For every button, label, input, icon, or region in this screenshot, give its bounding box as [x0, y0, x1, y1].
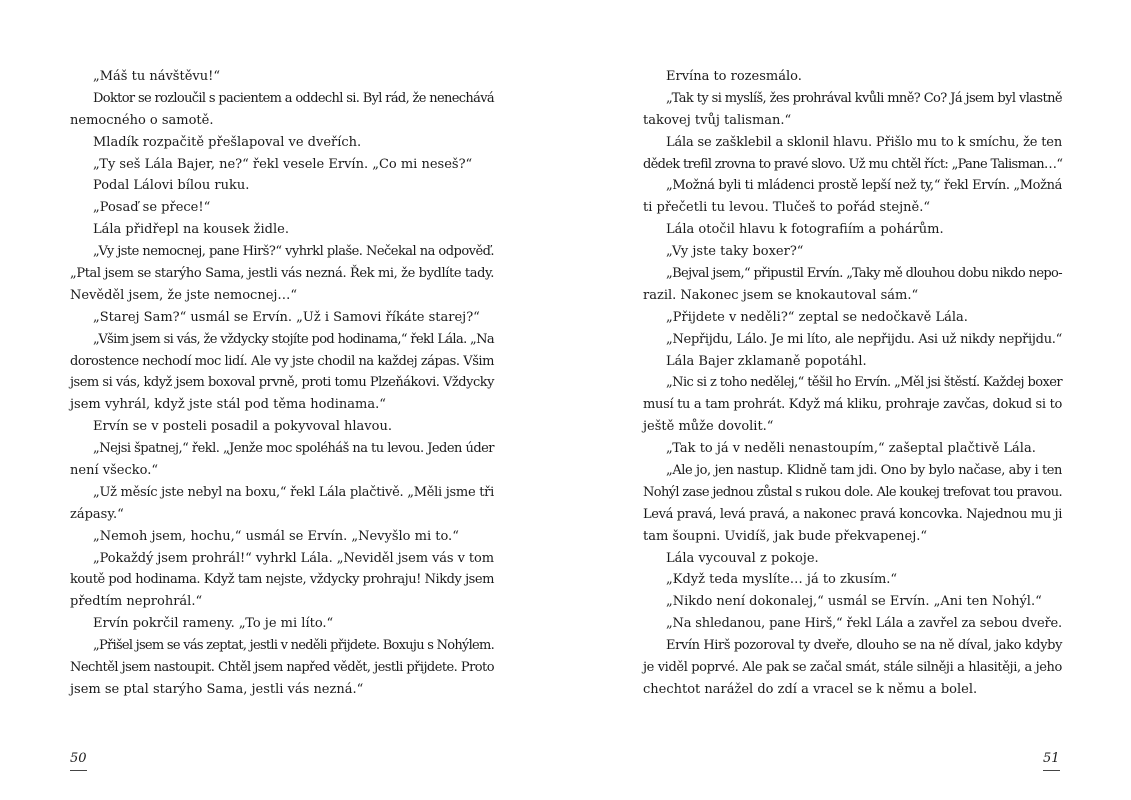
- text-line: Nohýl zase jednou zůstal s rukou dole. Ale koukej trefovat tou pravou.: [643, 484, 1062, 500]
- text-line: dorostence nechodí moc lidí. Ale vy jste chodil na každej zápas. Všim: [70, 353, 494, 369]
- text-line: Ervín Hirš pozoroval ty dveře, dlouho se na ně díval, jako kdyby: [666, 638, 1063, 654]
- text-line: „Nepřijdu, Lálo. Je mi líto, ale nepřijdu. Asi už nikdy nepřijdu.“: [666, 331, 1062, 347]
- text-line: takovej tvůj talisman.“: [643, 112, 792, 128]
- left-page-body: [70, 66, 494, 701]
- text-line: „Ty seš Lála Bajer, ne?“ řekl vesele Ervín. „Co mi neseš?“: [93, 156, 473, 172]
- text-line: tam šoupni. Uvidíš, jak bude překvapenej.“: [643, 528, 928, 544]
- text-line: Levá pravá, levá pravá, a nakonec pravá koncovka. Najednou mu ji: [643, 506, 1062, 522]
- left-page-number: 50: [70, 750, 87, 771]
- text-line: „Možná byli ti mládenci prostě lepší než ty,“ řekl Ervín. „Možná: [666, 178, 1062, 194]
- text-line: „Tak to já v neděli nenastoupím,“ zašeptal plačtivě Lála.: [666, 441, 1036, 457]
- text-line: Doktor se rozloučil s pacientem a oddechl si. Byl rád, že nenechává: [93, 90, 494, 106]
- text-line: není všecko.“: [70, 463, 158, 479]
- text-line: jsem si vás, když jsem boxoval prvně, proti tomu Plzeňákovi. Vždycky: [70, 375, 495, 391]
- text-line: „Nejsi špatnej,“ řekl. „Jenže moc spoléháš na tu levou. Jeden úder: [93, 441, 494, 457]
- text-line: Nevěděl jsem, že jste nemocnej…“: [70, 287, 298, 303]
- right-page-body: [643, 66, 1062, 701]
- text-line: razil. Nakonec jsem se knokautoval sám.“: [643, 287, 919, 303]
- text-line: chechtot narážel do zdí a vracel se k němu a bolel.: [643, 681, 978, 697]
- text-line: „Bejval jsem,“ připustil Ervín. „Taky mě dlouhou dobu nikdo nepo-: [666, 266, 1062, 282]
- text-line: „Nikdo není dokonalej,“ usmál se Ervín. „Ani ten Nohýl.“: [666, 594, 1042, 610]
- text-line: „Starej Sam?“ usmál se Ervín. „Už i Samovi říkáte starej?“: [93, 309, 480, 325]
- text-line: „Vy jste nemocnej, pane Hirš?“ vyhrkl plaše. Nečekal na odpověď.: [93, 244, 495, 260]
- text-line: „Už měsíc jste nebyl na boxu,“ řekl Lála plačtivě. „Měli jsme tři: [93, 484, 494, 500]
- text-line: koutě pod hodinama. Když tam nejste, vždycky prohraju! Nikdy jsem: [70, 572, 494, 588]
- text-line: „Nemoh jsem, hochu,“ usmál se Ervín. „Nevyšlo mi to.“: [93, 528, 459, 544]
- text-line: „Ptal jsem se starýho Sama, jestli vás nezná. Řek mi, že bydlíte tady.: [70, 266, 494, 282]
- text-line: jsem se ptal starýho Sama, jestli vás nezná.“: [70, 681, 364, 697]
- text-line: je viděl poprvé. Ale pak se začal smát, stále silněji a hlasitěji, a jeho: [643, 660, 1062, 676]
- text-line: ještě může dovolit.“: [643, 419, 774, 435]
- text-line: nemocného o samotě.: [70, 112, 214, 128]
- text-line: „Tak ty si myslíš, žes prohrával kvůli mně? Co? Já jsem byl vlastně: [666, 90, 1062, 106]
- text-line: Ervína to rozesmálo.: [666, 69, 802, 84]
- text-line: musí tu a tam prohrát. Když má kliku, prohraje zavčas, dokud si to: [643, 397, 1062, 413]
- text-line: „Posaď se přece!“: [93, 200, 211, 216]
- text-line: „Když teda myslíte… já to zkusím.“: [666, 572, 898, 588]
- text-line: „Pokaždý jsem prohrál!“ vyhrkl Lála. „Neviděl jsem vás v tom: [93, 550, 495, 566]
- text-line: „Na shledanou, pane Hirš,“ řekl Lála a zavřel za sebou dveře.: [666, 616, 1062, 632]
- text-line: předtím neprohrál.“: [70, 594, 203, 610]
- text-line: Ervín se v posteli posadil a pokyvoval hlavou.: [93, 419, 392, 435]
- text-line: dědek trefil zrovna to pravé slovo. Už mu chtěl říct: „Pane Talisman…“: [643, 156, 1063, 172]
- text-line: „Vy jste taky boxer?“: [666, 244, 804, 260]
- text-line: ti přečetli tu levou. Tlučeš to pořád stejně.“: [643, 200, 930, 216]
- text-line: Mladík rozpačitě přešlapoval ve dveřích.: [93, 134, 362, 150]
- text-line: „Přišel jsem se vás zeptat, jestli v neděli přijdete. Boxuju s Nohýlem.: [93, 638, 494, 654]
- text-line: „Máš tu návštěvu!“: [93, 69, 220, 84]
- right-page-number: 51: [1043, 750, 1060, 771]
- text-line: zápasy.“: [70, 506, 124, 522]
- text-line: Lála přidřepl na kousek židle.: [93, 222, 289, 238]
- text-line: „Nic si z toho nedělej,“ těšil ho Ervín. „Měl jsi štěstí. Každej boxer: [666, 375, 1063, 391]
- text-line: Lála Bajer zklamaně popotáhl.: [666, 353, 867, 369]
- text-line: „Všim jsem si vás, že vždycky stojíte pod hodinama,“ řekl Lála. „Na: [93, 331, 495, 347]
- text-line: „Ale jo, jen nastup. Klidně tam jdi. Ono by bylo načase, aby i ten: [666, 463, 1062, 479]
- text-line: jsem vyhrál, když jste stál pod těma hodinama.“: [70, 397, 386, 413]
- text-line: Lála vycouval z pokoje.: [666, 550, 819, 566]
- text-line: Ervín pokrčil rameny. „To je mi líto.“: [93, 616, 334, 632]
- text-line: Lála otočil hlavu k fotografiím a pohárům.: [666, 222, 944, 238]
- text-line: Lála se zašklebil a sklonil hlavu. Přišlo mu to k smíchu, že ten: [666, 134, 1063, 150]
- text-line: „Přijdete v neděli?“ zeptal se nedočkavě Lála.: [666, 309, 968, 325]
- text-line: Nechtěl jsem nastoupit. Chtěl jsem napřed vědět, jestli přijdete. Proto: [70, 660, 494, 676]
- text-line: Podal Lálovi bílou ruku.: [93, 178, 250, 194]
